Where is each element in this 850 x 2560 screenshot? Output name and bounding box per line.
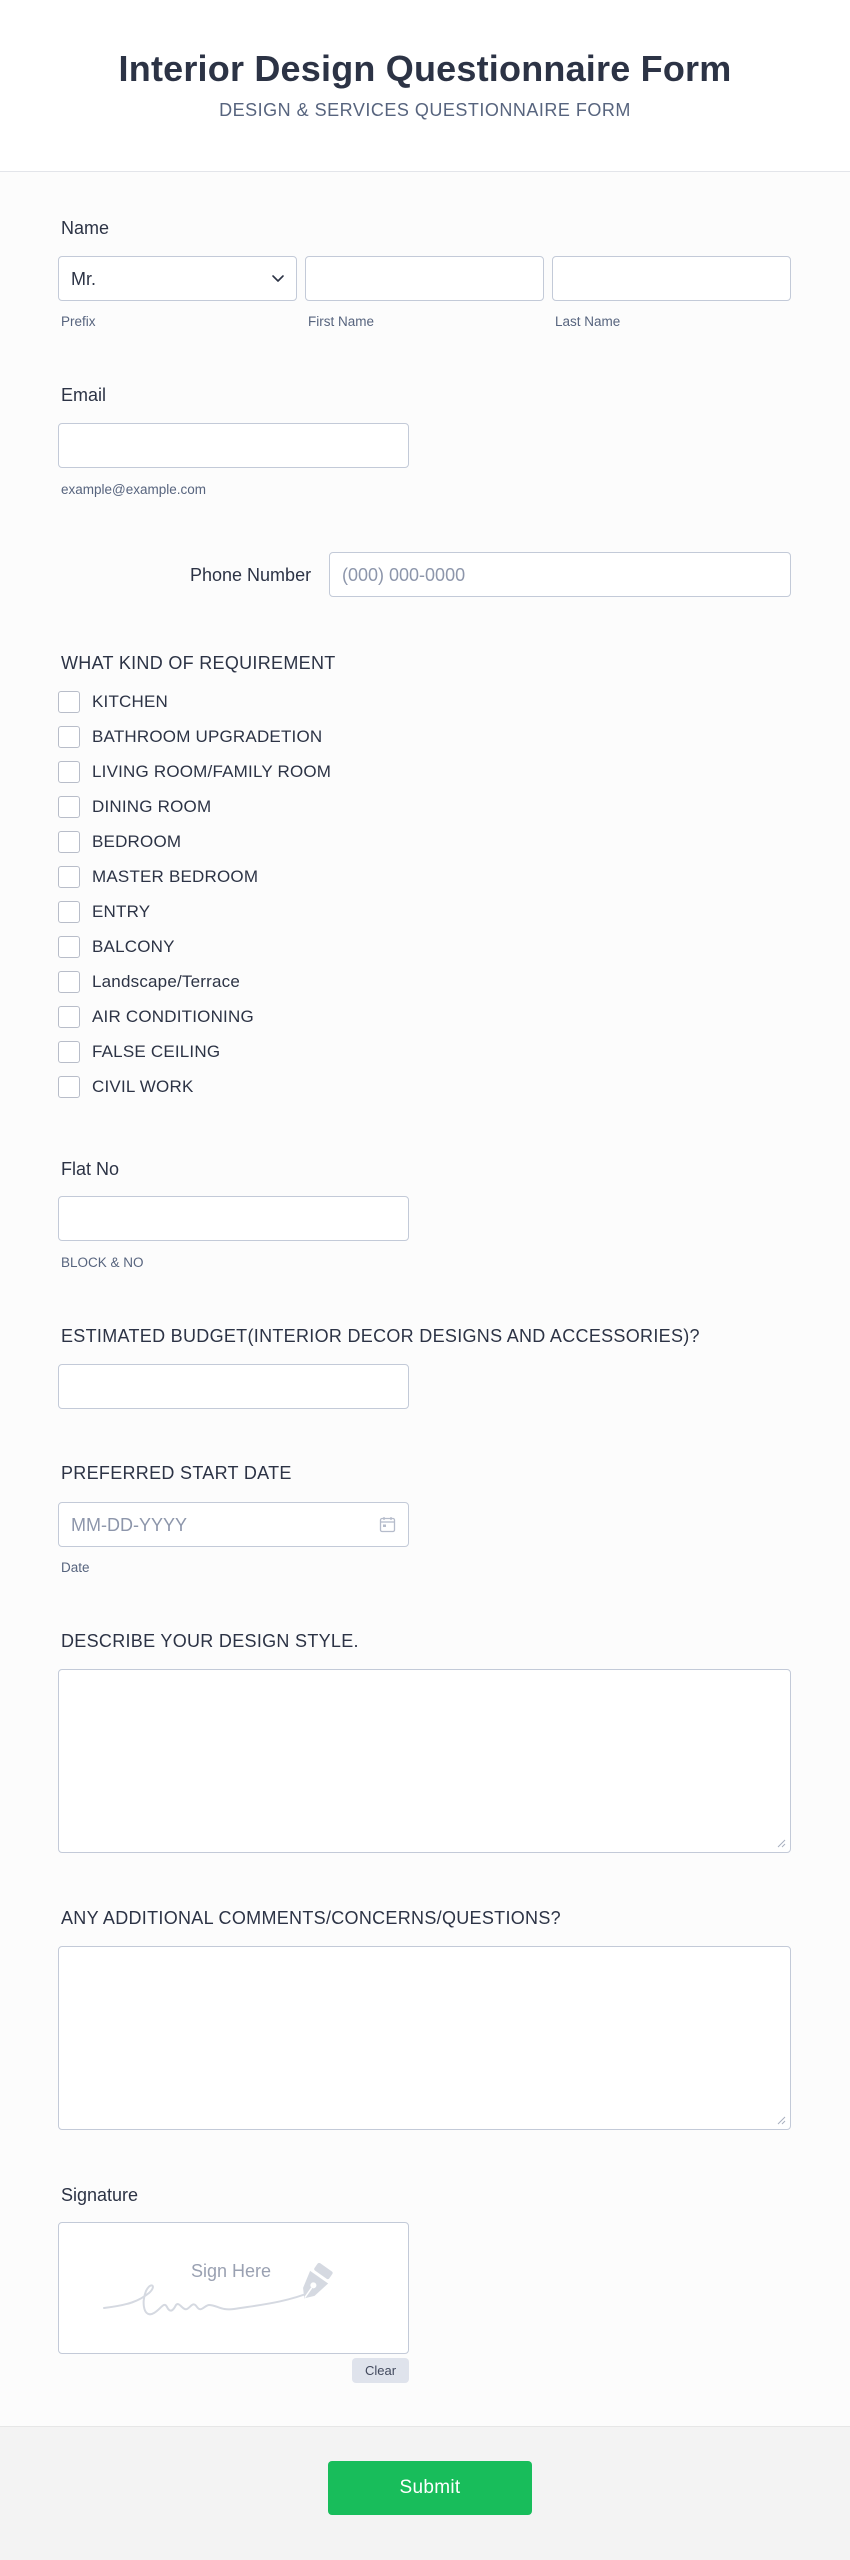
comments-label: ANY ADDITIONAL COMMENTS/CONCERNS/QUESTIONS? <box>61 1908 561 1928</box>
requirement-option-label: AIR CONDITIONING <box>92 1007 254 1026</box>
flat-input[interactable] <box>58 1196 409 1241</box>
phone-input[interactable] <box>329 552 791 597</box>
requirement-option-label: BATHROOM UPGRADETION <box>92 727 323 746</box>
form-header <box>0 0 850 172</box>
resize-handle-icon[interactable] <box>776 1838 786 1848</box>
requirement-option-label: BALCONY <box>92 937 175 956</box>
email-input[interactable] <box>58 423 409 468</box>
date-sublabel: Date <box>61 1560 90 1575</box>
requirement-checkbox[interactable] <box>58 796 80 818</box>
first-name-input[interactable] <box>305 256 544 301</box>
requirement-label: WHAT KIND OF REQUIREMENT <box>61 653 336 673</box>
requirement-option-label: MASTER BEDROOM <box>92 867 259 886</box>
comments-textarea[interactable] <box>58 1946 791 2130</box>
requirement-checkbox[interactable] <box>58 866 80 888</box>
date-input[interactable] <box>58 1502 409 1547</box>
prefix-select[interactable] <box>58 256 297 301</box>
submit-button[interactable]: Submit <box>328 2461 532 2515</box>
form-subtitle: DESIGN & SERVICES QUESTIONNAIRE FORM <box>219 100 631 120</box>
last-name-sublabel: Last Name <box>555 314 621 329</box>
form-footer <box>0 2426 850 2560</box>
requirement-checkbox[interactable] <box>58 971 80 993</box>
signature-illustration-icon <box>99 2253 399 2348</box>
requirement-checkbox[interactable] <box>58 936 80 958</box>
requirement-checkbox[interactable] <box>58 691 80 713</box>
signature-pad[interactable] <box>58 2222 409 2354</box>
requirement-option-label: KITCHEN <box>92 692 169 711</box>
requirement-option-label: CIVIL WORK <box>92 1077 194 1096</box>
flat-sublabel: BLOCK & NO <box>61 1255 144 1270</box>
name-label: Name <box>61 218 110 238</box>
calendar-icon[interactable] <box>379 1516 396 1533</box>
date-label: PREFERRED START DATE <box>61 1463 292 1483</box>
resize-handle-icon[interactable] <box>776 2115 786 2125</box>
prefix-sublabel: Prefix <box>61 314 96 329</box>
style-textarea[interactable] <box>58 1669 791 1853</box>
style-label: DESCRIBE YOUR DESIGN STYLE. <box>61 1631 359 1651</box>
budget-input[interactable] <box>58 1364 409 1409</box>
requirement-checkbox[interactable] <box>58 726 80 748</box>
first-name-sublabel: First Name <box>308 314 375 329</box>
chevron-down-icon <box>270 270 286 286</box>
requirement-option-label: BEDROOM <box>92 832 182 851</box>
requirement-checkbox[interactable] <box>58 1076 80 1098</box>
email-sublabel: example@example.com <box>61 482 207 497</box>
phone-placeholder: (000) 000-0000 <box>342 565 466 585</box>
signature-label: Signature <box>61 2185 139 2205</box>
clear-signature-button[interactable]: Clear <box>352 2358 409 2383</box>
last-name-input[interactable] <box>552 256 791 301</box>
flat-label: Flat No <box>61 1159 120 1179</box>
requirement-checkbox[interactable] <box>58 1041 80 1063</box>
requirement-option-label: DINING ROOM <box>92 797 212 816</box>
date-placeholder: MM-DD-YYYY <box>71 1515 187 1535</box>
signature-hint: Sign Here <box>191 2261 272 2281</box>
phone-label: Phone Number <box>190 565 312 585</box>
requirement-checkbox[interactable] <box>58 1006 80 1028</box>
budget-label: ESTIMATED BUDGET(INTERIOR DECOR DESIGNS AND ACCESSORIES)? <box>61 1326 700 1346</box>
form-title: Interior Design Questionnaire Form <box>118 48 732 89</box>
requirement-option-label: LIVING ROOM/FAMILY ROOM <box>92 762 332 781</box>
prefix-value: Mr. <box>71 269 96 289</box>
requirement-checkbox[interactable] <box>58 831 80 853</box>
requirement-option-label: Landscape/Terrace <box>92 972 240 991</box>
requirement-checkbox[interactable] <box>58 761 80 783</box>
requirement-option-label: ENTRY <box>92 902 151 921</box>
requirement-option-label: FALSE CEILING <box>92 1042 221 1061</box>
email-label: Email <box>61 385 107 405</box>
requirement-checkbox[interactable] <box>58 901 80 923</box>
